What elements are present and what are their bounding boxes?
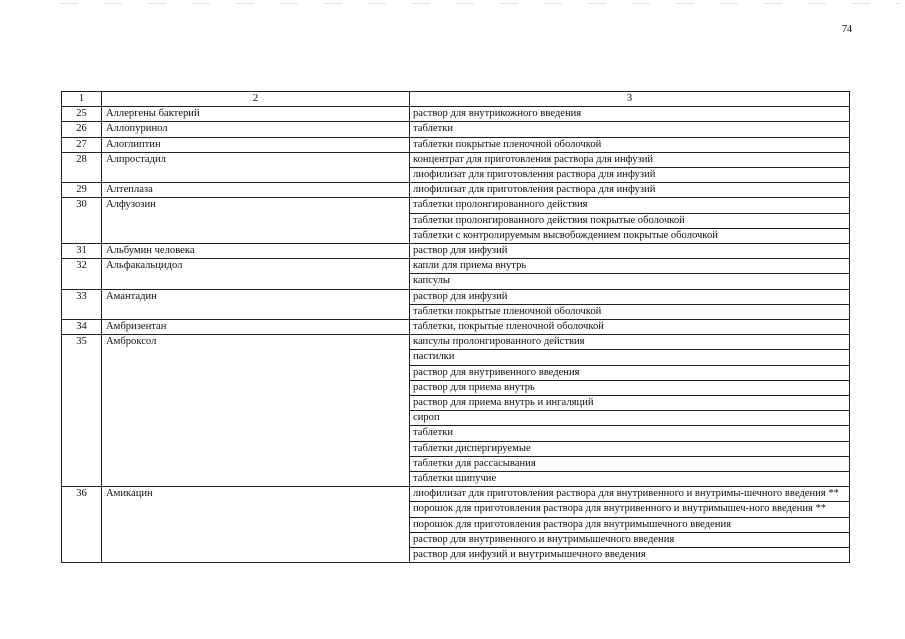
dosage-form: капли для приема внутрь <box>410 259 850 274</box>
dosage-form: раствор для внутривенного введения <box>410 365 850 380</box>
row-number: 27 <box>62 137 102 152</box>
dosage-form: порошок для приготовления раствора для внутривенного и внутримышеч-ного введения ** <box>410 502 850 517</box>
header-col-2: 2 <box>102 92 410 107</box>
drug-name: Аллопуринол <box>102 122 410 137</box>
row-number: 29 <box>62 183 102 198</box>
row-number: 33 <box>62 289 102 319</box>
table-row <box>62 335 850 350</box>
drug-name: Алтеплаза <box>102 183 410 198</box>
dosage-form: раствор для внутрикожного введения <box>410 107 850 122</box>
dosage-form: таблетки <box>410 122 850 137</box>
row-number: 28 <box>62 152 102 182</box>
dosage-form: капсулы пролонгированного действия <box>410 335 850 350</box>
table-row <box>62 137 850 152</box>
dosage-form: таблетки пролонгированного действия <box>410 198 850 213</box>
header-col-3: 3 <box>410 92 850 107</box>
table-row <box>62 244 850 259</box>
drug-name: Амикацин <box>102 487 410 563</box>
row-number: 36 <box>62 487 102 563</box>
table-row <box>62 320 850 335</box>
drug-name: Альбумин человека <box>102 244 410 259</box>
dosage-form: раствор для внутривенного и внутримышечного введения <box>410 532 850 547</box>
drug-name: Алпростадил <box>102 152 410 182</box>
dosage-form: таблетки с контролируемым высвобождением покрытые оболочкой <box>410 228 850 243</box>
drug-name: Амбризентан <box>102 320 410 335</box>
table-header-row <box>62 92 850 107</box>
dosage-form: концентрат для приготовления раствора для инфузий <box>410 152 850 167</box>
table-row <box>62 152 850 167</box>
dosage-form: лиофилизат для приготовления раствора для инфузий <box>410 183 850 198</box>
dosage-form: раствор для инфузий <box>410 289 850 304</box>
table-row <box>62 122 850 137</box>
table-row <box>62 487 850 502</box>
header-col-1: 1 <box>62 92 102 107</box>
drug-name: Альфакальцидол <box>102 259 410 289</box>
row-number: 32 <box>62 259 102 289</box>
table-row <box>62 183 850 198</box>
row-number: 35 <box>62 335 102 487</box>
row-number: 30 <box>62 198 102 244</box>
drug-name: Алфузозин <box>102 198 410 244</box>
table-row <box>62 289 850 304</box>
dosage-form: таблетки пролонгированного действия покрытые оболочкой <box>410 213 850 228</box>
row-number: 34 <box>62 320 102 335</box>
dosage-form: раствор для инфузий <box>410 244 850 259</box>
dosage-form: порошок для приготовления раствора для внутримышечного введения <box>410 517 850 532</box>
dosage-form: таблетки, покрытые пленочной оболочкой <box>410 320 850 335</box>
dosage-form: капсулы <box>410 274 850 289</box>
dosage-form: таблетки покрытые пленочной оболочкой <box>410 304 850 319</box>
dosage-form: сироп <box>410 411 850 426</box>
drug-name: Амантадин <box>102 289 410 319</box>
row-number: 25 <box>62 107 102 122</box>
table-row <box>62 107 850 122</box>
row-number: 31 <box>62 244 102 259</box>
dosage-form: таблетки <box>410 426 850 441</box>
drug-name: Амброксол <box>102 335 410 487</box>
table-row <box>62 198 850 213</box>
page-number: 74 <box>842 24 852 35</box>
scan-artifact-line <box>60 3 900 4</box>
dosage-form: пастилки <box>410 350 850 365</box>
dosage-form: таблетки шипучие <box>410 472 850 487</box>
drug-table <box>61 91 850 563</box>
drug-name: Алоглиптин <box>102 137 410 152</box>
table-row <box>62 259 850 274</box>
dosage-form: раствор для приема внутрь <box>410 380 850 395</box>
dosage-form: таблетки покрытые пленочной оболочкой <box>410 137 850 152</box>
dosage-form: лиофилизат для приготовления раствора для внутривенного и внутримы-шечного введения ** <box>410 487 850 502</box>
dosage-form: таблетки диспергируемые <box>410 441 850 456</box>
table-body <box>62 92 850 563</box>
dosage-form: таблетки для рассасывания <box>410 456 850 471</box>
dosage-form: раствор для приема внутрь и ингаляций <box>410 396 850 411</box>
row-number: 26 <box>62 122 102 137</box>
dosage-form: лиофилизат для приготовления раствора для инфузий <box>410 168 850 183</box>
drug-name: Аллергены бактерий <box>102 107 410 122</box>
dosage-form: раствор для инфузий и внутримышечного введения <box>410 548 850 563</box>
